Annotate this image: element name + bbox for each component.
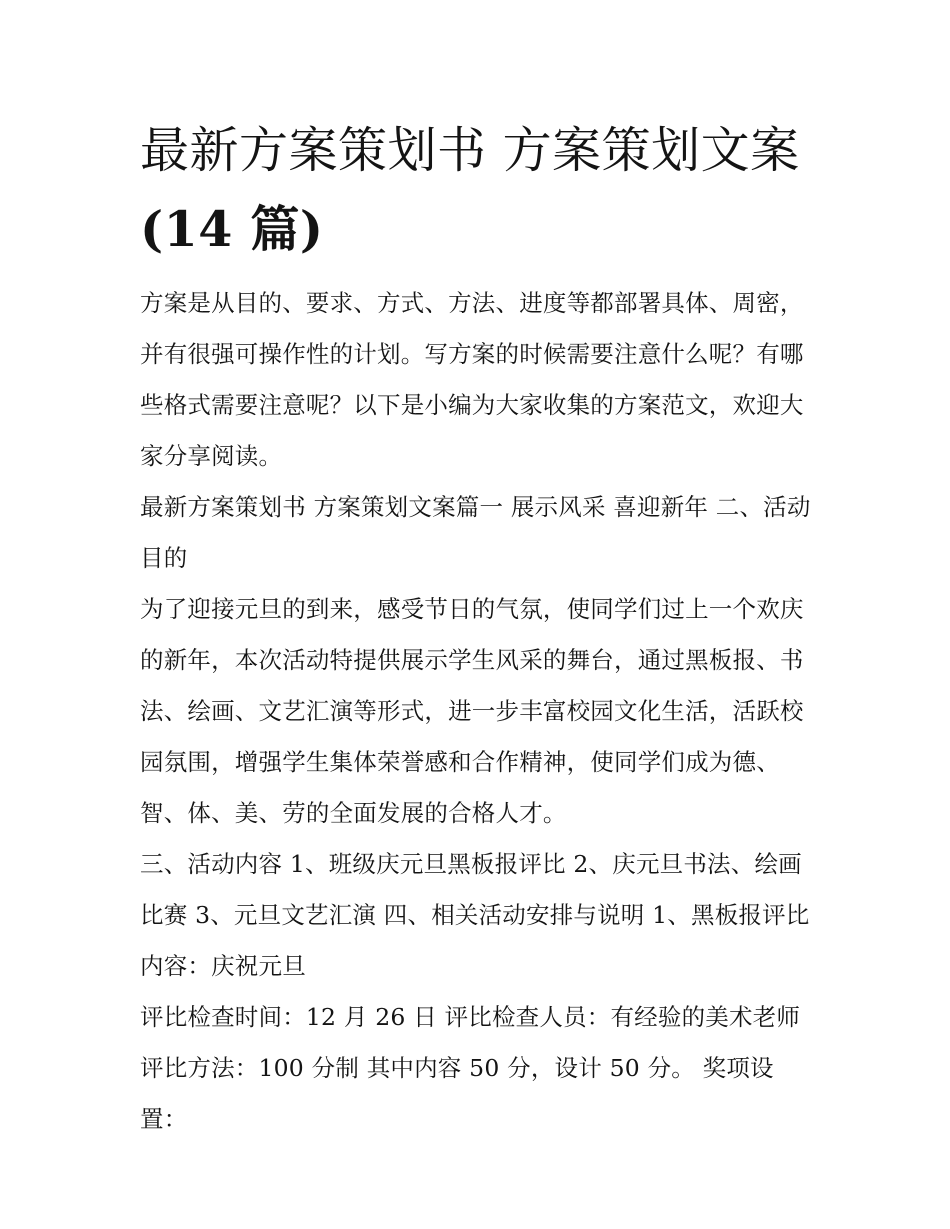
paragraph-evaluation: 评比检查时间：12 月 26 日 评比检查人员：有经验的美术老师 评比方法：100 分制 其中内容 50 分，设计 50 分。 奖项设置： [140, 1003, 801, 1133]
document-page [140, 112, 815, 1145]
paragraph-intro: 方案是从目的、要求、方式、方法、进度等都部署具体、周密，并有很强可操作性的计划。写方案的时候需要注意什么呢？有哪些格式需要注意呢？以下是小编为大家收集的方案范文，欢迎大家分享阅读。 [140, 289, 804, 470]
document-body [140, 278, 815, 1145]
paragraph-activity-content: 三、活动内容 1、班级庆元旦黑板报评比 2、庆元旦书法、绘画比赛 3、元旦文艺汇演 四、相关活动安排与说明 1、黑板报评比 内容：庆祝元旦 [140, 850, 810, 980]
paragraph-section-one: 最新方案策划书 方案策划文案篇一 展示风采 喜迎新年 二、活动目的 [140, 493, 811, 572]
title-line-2: (14 篇) [140, 200, 324, 258]
paragraph-activity-purpose: 为了迎接元旦的到来，感受节日的气氛，使同学们过上一个欢庆的新年，本次活动特提供展示学生风采的舞台，通过黑板报、书法、绘画、文艺汇演等形式，进一步丰富校园文化生活，活跃校园氛围，增强学生集体荣誉感和合作精神，使同学们成为德、智、体、美、劳的全面发展的合格人才。 [140, 595, 804, 827]
document-title [140, 112, 815, 268]
title-line-1: 最新方案策划书 方案策划文案 [140, 122, 800, 179]
